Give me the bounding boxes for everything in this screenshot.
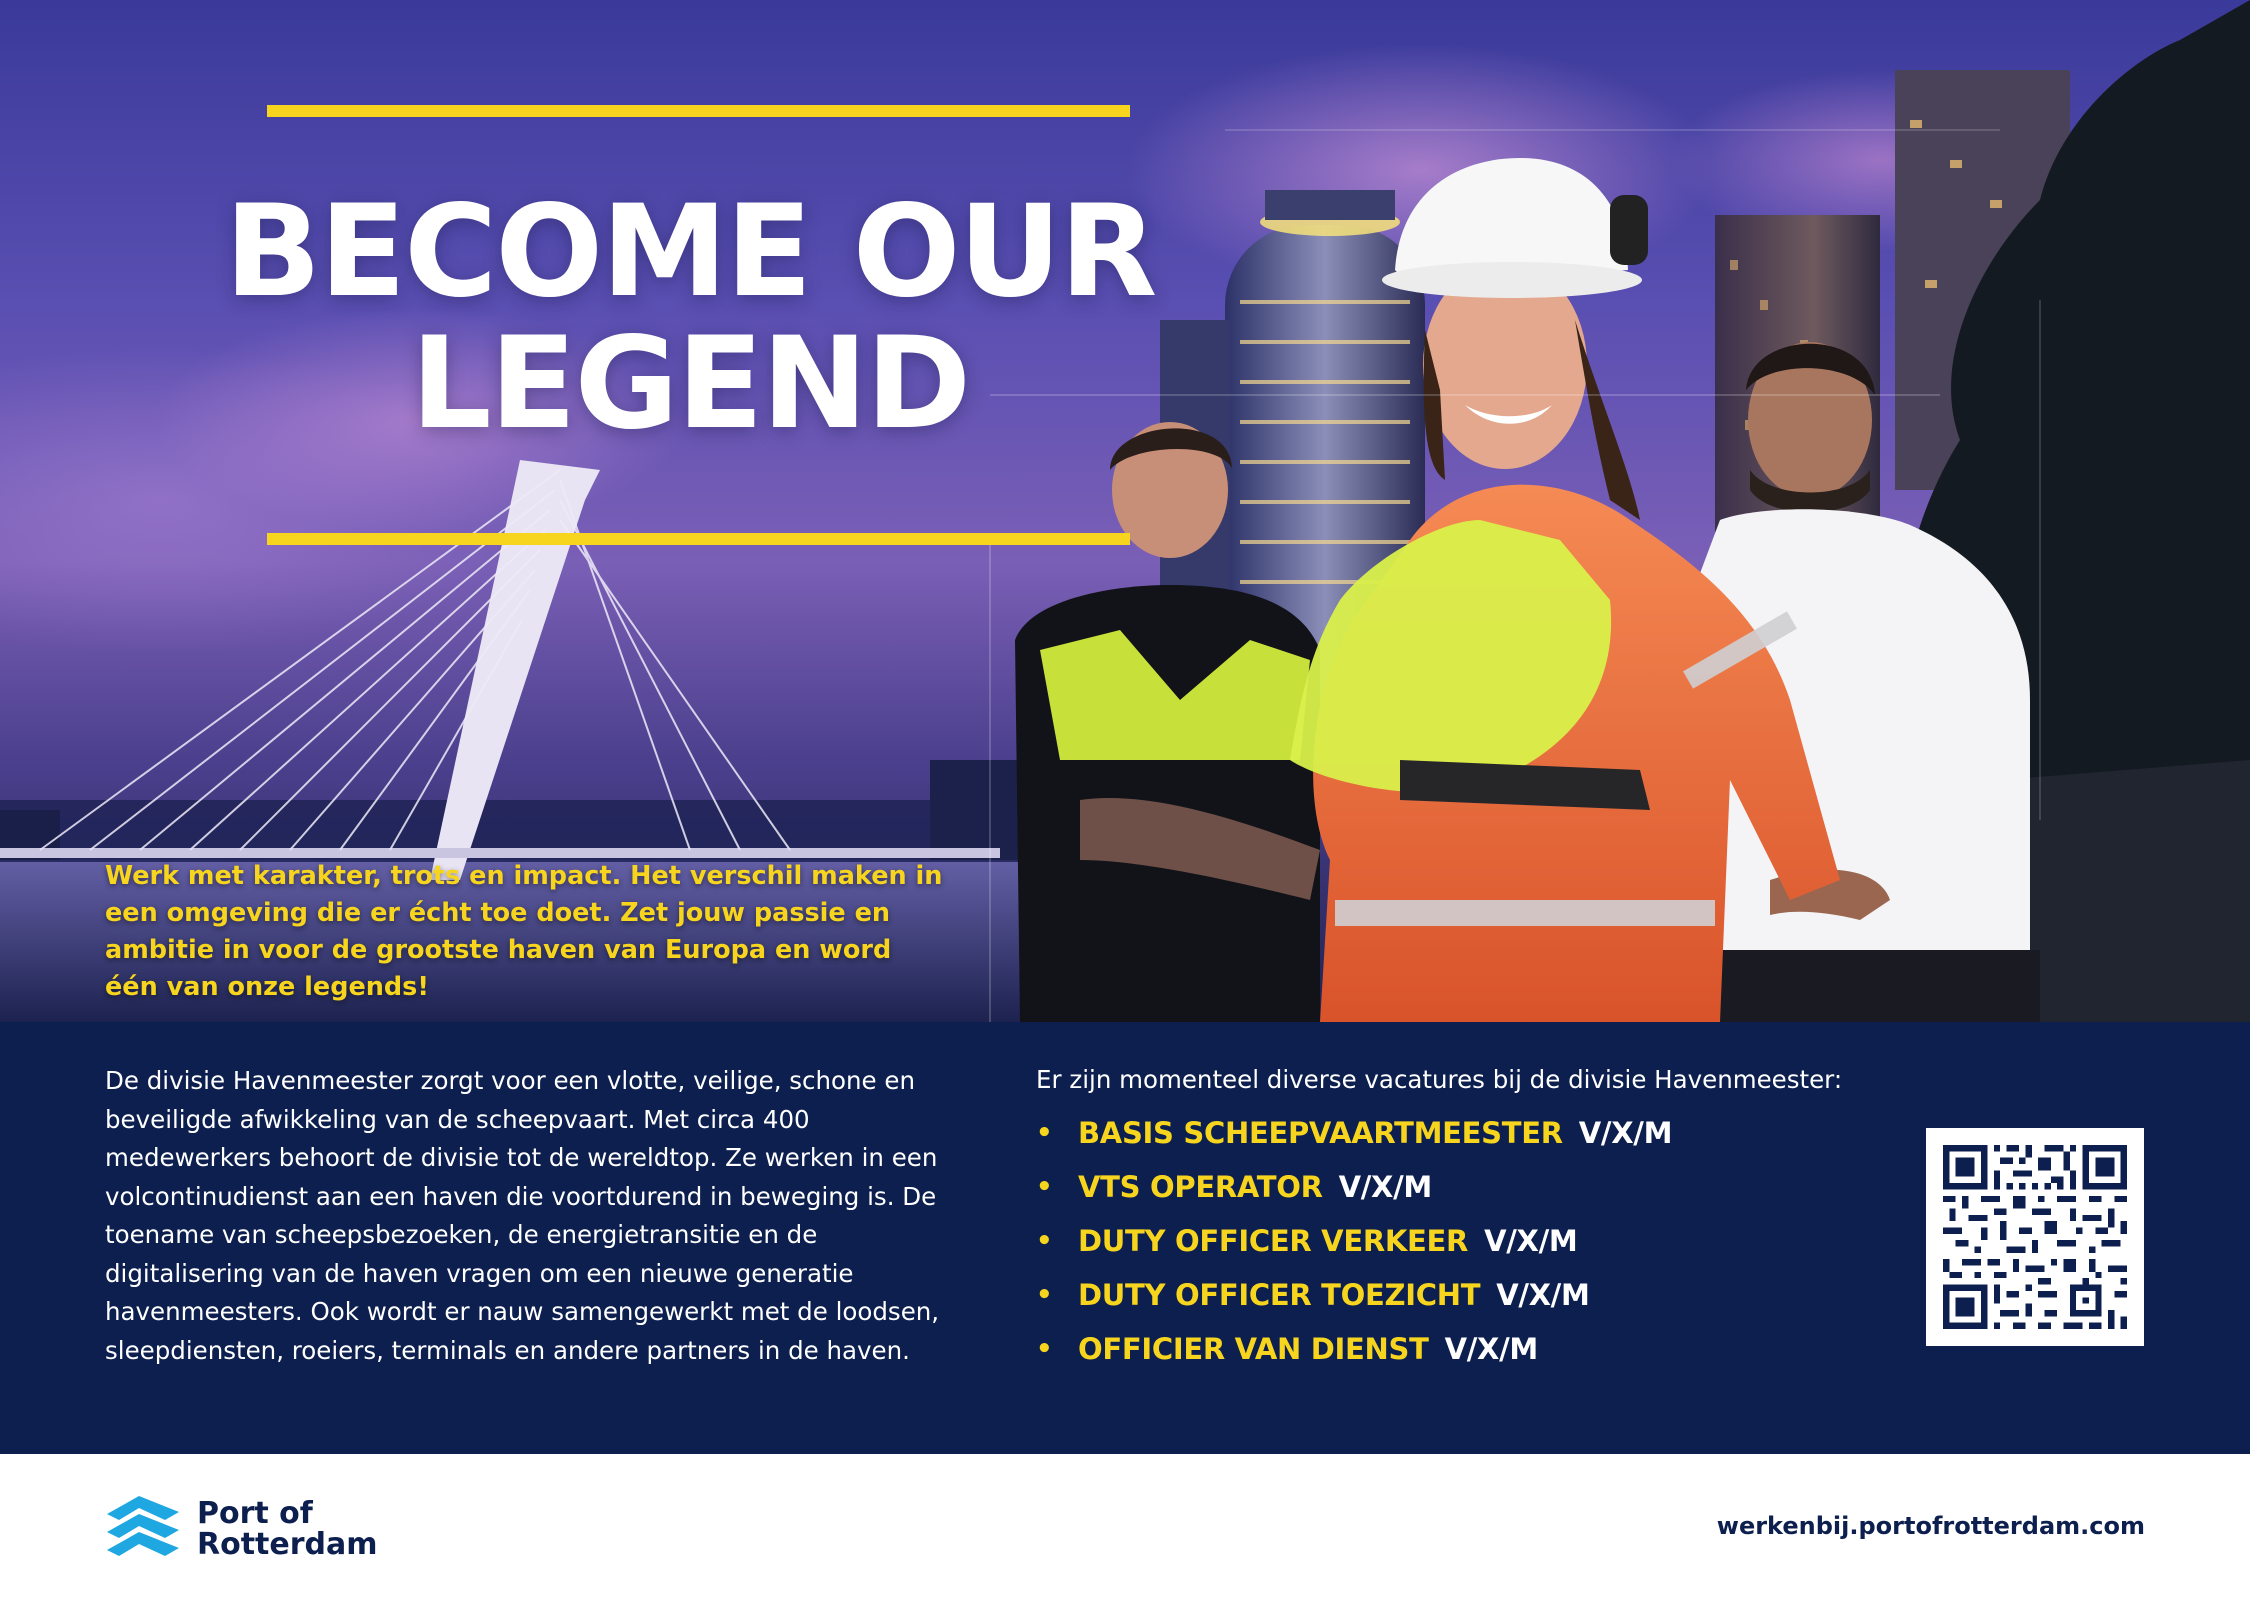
bullet-icon: • [1036,1118,1053,1148]
website-link[interactable]: werkenbij.portofrotterdam.com [1716,1512,2145,1540]
headline-bottom-rule [267,533,1130,545]
port-of-rotterdam-waves-icon [105,1494,181,1564]
qr-code[interactable] [1926,1128,2144,1346]
logo-line-2: Rotterdam [197,1527,378,1562]
vacancy-item [1036,1214,1672,1268]
vacancy-gender-suffix: V/X/M [1338,1170,1432,1204]
bullet-icon: • [1036,1226,1053,1256]
vacancy-item [1036,1106,1672,1160]
logo-line-1: Port of [197,1496,313,1531]
vacancy-item [1036,1322,1672,1376]
footer [0,1454,2250,1600]
vacancy-gender-suffix: V/X/M [1496,1278,1590,1312]
vacancy-gender-suffix: V/X/M [1444,1332,1538,1366]
intro-tagline: Werk met karakter, trots en impact. Het verschil maken in een omgeving die er écht toe doet. Zet jouw passie en ambitie in voor de grootste haven van Europa en word één van onze legends! [105,860,943,1002]
vacancy-item [1036,1268,1672,1322]
vacancy-title: OFFICIER VAN DIENST [1078,1332,1429,1366]
vacancy-title: DUTY OFFICER TOEZICHT [1078,1278,1481,1312]
headline-line-2: LEGEND [410,309,970,457]
headline-top-rule [267,105,1130,117]
vacancy-item [1036,1160,1672,1214]
vacancy-list [1036,1106,1672,1376]
port-of-rotterdam-logo[interactable] [105,1494,378,1564]
info-panel [0,1022,2250,1454]
vacancy-title: BASIS SCHEEPVAARTMEESTER [1078,1116,1563,1150]
bullet-icon: • [1036,1172,1053,1202]
vacancy-gender-suffix: V/X/M [1578,1116,1673,1150]
headline [190,177,1190,457]
vacancy-title: DUTY OFFICER VERKEER [1078,1224,1469,1258]
logo-wordmark [197,1498,378,1560]
vacancy-title: VTS OPERATOR [1078,1170,1323,1204]
qr-code-icon [1943,1145,2127,1329]
vacancies-intro: Er zijn momenteel diverse vacatures bij de divisie Havenmeester: [1036,1065,1843,1094]
bullet-icon: • [1036,1334,1053,1364]
vacancy-gender-suffix: V/X/M [1484,1224,1578,1258]
headline-line-1: BECOME OUR [224,177,1156,325]
bullet-icon: • [1036,1280,1053,1310]
division-description: De divisie Havenmeester zorgt voor een vlotte, veilige, schone en beveiligde afwikkeling van de scheepvaart. Met circa 400 medewerkers behoort de divisie tot de wereldtop. Ze werken in een volcontinudienst aan een haven die voortdurend in beweging is. De toename van scheepsbezoeken, de energietransitie en de digitalisering van de haven vragen om een nieuwe generatie havenmeesters. Ook wordt er nauw samengewerkt met de loodsen, sleepdiensten, roeiers, terminals en andere partners in de haven. [105,1066,940,1365]
